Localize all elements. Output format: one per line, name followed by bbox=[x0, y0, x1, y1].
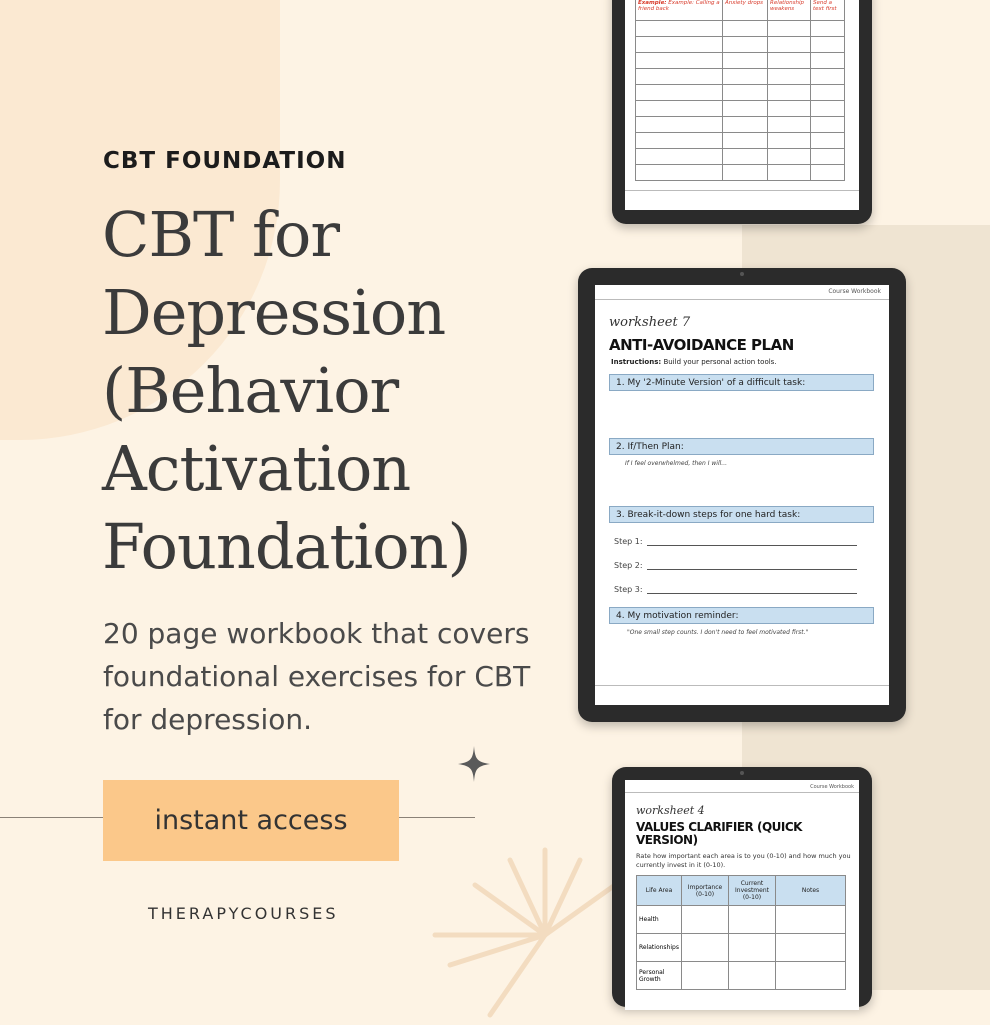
worksheet-table bbox=[635, 0, 845, 181]
workbook-header: Course Workbook bbox=[828, 288, 881, 295]
camera bbox=[740, 771, 744, 775]
step-label: Step 3: bbox=[614, 585, 643, 594]
row-label: Personal Growth bbox=[637, 962, 682, 990]
title-line: Activation bbox=[102, 432, 411, 505]
divider-left bbox=[0, 817, 103, 818]
title-line: CBT for bbox=[102, 198, 339, 271]
tablet-top-screen bbox=[625, 0, 859, 210]
brand-name: THERAPYCOURSES bbox=[148, 904, 339, 923]
section-bar: 1. My '2-Minute Version' of a difficult task: bbox=[609, 374, 874, 391]
table-cell: Send a text first bbox=[811, 0, 845, 21]
instructions-text: Build your personal action tools. bbox=[663, 358, 777, 366]
step-line bbox=[647, 545, 857, 546]
title-line: (Behavior bbox=[102, 354, 399, 427]
worksheet-label: worksheet 7 bbox=[609, 315, 691, 330]
tablet-middle-screen bbox=[595, 285, 889, 705]
title-line: Depression bbox=[102, 276, 446, 349]
eyebrow-label: CBT FOUNDATION bbox=[103, 148, 347, 174]
step-line bbox=[647, 569, 857, 570]
step-label: Step 2: bbox=[614, 561, 643, 570]
column-header: Life Area bbox=[637, 876, 682, 906]
tablet-middle bbox=[578, 268, 906, 722]
worksheet-title: ANTI-AVOIDANCE PLAN bbox=[609, 336, 794, 354]
tablet-top bbox=[612, 0, 872, 224]
sparkle-icon bbox=[458, 746, 490, 782]
footer-line bbox=[595, 685, 889, 686]
section-bar: 2. If/Then Plan: bbox=[609, 438, 874, 455]
instructions-label: Instructions: bbox=[611, 358, 662, 366]
header-line bbox=[595, 299, 889, 300]
section-bar: 3. Break-it-down steps for one hard task: bbox=[609, 506, 874, 523]
sunburst-decoration bbox=[430, 845, 630, 1025]
section-note: If I feel overwhelmed, then I will... bbox=[625, 460, 728, 467]
column-header: Importance (0-10) bbox=[682, 876, 729, 906]
section-bar: 4. My motivation reminder: bbox=[609, 607, 874, 624]
step-line bbox=[647, 593, 857, 594]
title-line: Foundation) bbox=[102, 510, 471, 583]
cell-text: Example: Calling a friend back bbox=[638, 0, 720, 12]
header-line bbox=[625, 792, 859, 793]
table-cell: Relationship weakens bbox=[768, 0, 811, 21]
column-header: Notes bbox=[776, 876, 846, 906]
instructions bbox=[611, 358, 777, 366]
worksheet-title: VALUES CLARIFIER (QUICK VERSION) bbox=[636, 820, 802, 847]
section-note: "One small step counts. I don't need to feel motivated first." bbox=[627, 629, 809, 636]
tablet-bottom bbox=[612, 767, 872, 1007]
tablet-bottom-screen bbox=[625, 780, 859, 1010]
column-header: Current Investment (0-10) bbox=[729, 876, 776, 906]
step-label: Step 1: bbox=[614, 537, 643, 546]
divider-right bbox=[399, 817, 475, 818]
instructions: Rate how important each area is to you (0-10) and how much you currently invest in it (0-10). bbox=[636, 852, 851, 869]
table-cell: Anxiety drops bbox=[723, 0, 768, 21]
row-label: Relationships bbox=[637, 934, 682, 962]
course-description: 20 page workbook that covers foundational exercises for CBT for depression. bbox=[103, 617, 531, 736]
values-table bbox=[636, 875, 846, 990]
course-title bbox=[102, 196, 572, 586]
workbook-header: Course Workbook bbox=[810, 784, 854, 790]
table-cell: Example: Example: Calling a friend back bbox=[636, 0, 723, 21]
footer-line bbox=[625, 190, 859, 191]
instant-access-button[interactable]: instant access bbox=[103, 780, 399, 861]
worksheet-label: worksheet 4 bbox=[636, 804, 705, 817]
camera bbox=[740, 272, 744, 276]
row-label: Health bbox=[637, 906, 682, 934]
